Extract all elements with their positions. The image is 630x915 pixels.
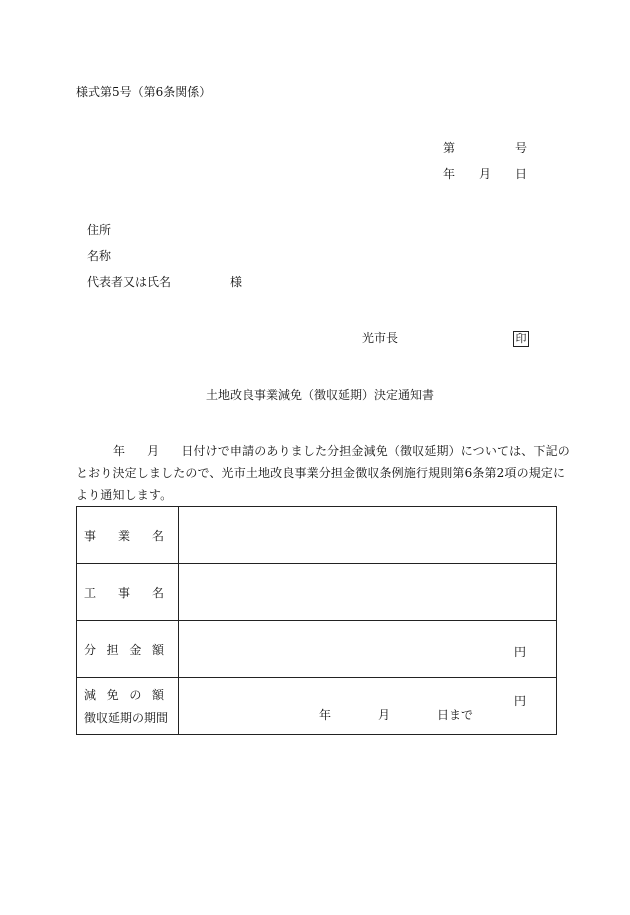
recipient-honorific: 様 — [230, 275, 243, 289]
doc-number-suffix: 号 — [515, 141, 528, 155]
label-char: 名 — [151, 585, 164, 600]
detail-table — [76, 506, 557, 735]
label-char: 分 — [84, 642, 97, 657]
table-row — [77, 678, 557, 735]
share-amount-label — [77, 621, 179, 678]
label-char: 減 — [84, 688, 97, 702]
deferral-period-label: 徴収延期の期間 — [84, 711, 169, 725]
period-year: 年 — [319, 708, 332, 722]
issuer-name: 光市長 — [362, 331, 399, 345]
recipient-name-label: 名称 — [87, 249, 112, 263]
document-title: 土地改良事業減免（徴収延期）決定通知書 — [206, 388, 435, 402]
label-char: 免 — [106, 688, 119, 702]
table-row — [77, 507, 557, 564]
label-char: 業 — [117, 528, 130, 543]
label-char: 額 — [151, 642, 164, 657]
body-line-2: とおり決定しましたので、光市土地改良事業分担金徴収条例施行規則第6条第2項の規定に — [76, 466, 566, 480]
construction-name-label — [77, 564, 179, 621]
reduction-period-value[interactable] — [179, 678, 557, 735]
body-month: 月 — [147, 444, 160, 458]
label-char: の — [129, 688, 142, 702]
body-line-1 — [76, 440, 570, 462]
date-year: 年 — [443, 167, 456, 181]
label-char: 担 — [106, 642, 119, 657]
construction-name-value[interactable] — [179, 564, 557, 621]
business-name-value[interactable] — [179, 507, 557, 564]
label-char: 工 — [84, 585, 97, 600]
date-day: 日 — [515, 167, 528, 181]
share-amount-value[interactable] — [179, 621, 557, 678]
date-month: 月 — [479, 167, 492, 181]
table-row — [77, 621, 557, 678]
yen-unit: 円 — [513, 645, 526, 659]
period-until: 日まで — [437, 708, 474, 722]
seal-mark: 印 — [513, 331, 529, 347]
period-month: 月 — [378, 708, 391, 722]
form-number: 様式第5号（第6条関係） — [76, 85, 212, 99]
recipient-address-label: 住所 — [87, 223, 112, 237]
business-name-label — [77, 507, 179, 564]
table-row — [77, 564, 557, 621]
label-char: 名 — [151, 528, 164, 543]
body-line-3: より通知します。 — [76, 488, 173, 502]
body-paragraph — [76, 440, 570, 506]
recipient-representative-label: 代表者又は氏名 — [87, 275, 172, 289]
yen-unit: 円 — [513, 694, 526, 708]
label-char: 金 — [129, 642, 142, 657]
label-char: 額 — [151, 688, 164, 702]
doc-number-prefix: 第 — [443, 141, 456, 155]
body-line-1-rest: 日付けで申請のありました分担金減免（徴収延期）については、下記の — [181, 444, 570, 458]
label-char: 事 — [117, 585, 130, 600]
body-year: 年 — [113, 444, 126, 458]
reduction-period-label — [77, 678, 179, 735]
label-char: 事 — [84, 528, 97, 543]
